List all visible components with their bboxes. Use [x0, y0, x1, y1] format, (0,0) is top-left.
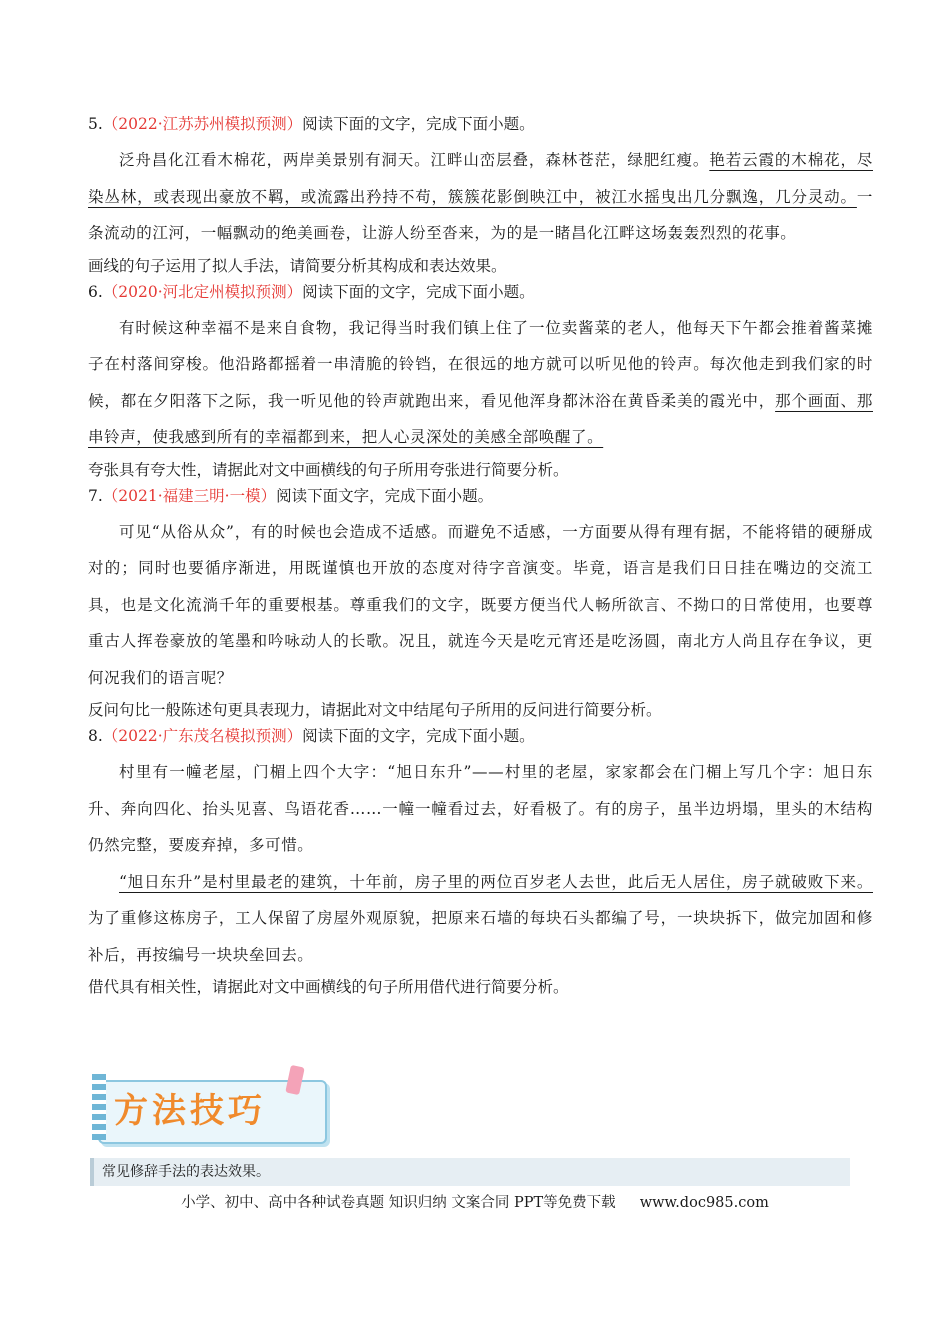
question-8-prompt: 借代具有相关性，请据此对文中画横线的句子所用借代进行简要分析。	[88, 978, 569, 996]
underlined-sentence: 那个画面、那串铃声，使我感到所有的幸福都到来，把人心灵深处的美感全部唤醒了。	[88, 391, 873, 446]
question-number: 7.	[88, 486, 103, 505]
tip-text: 常见修辞手法的表达效果。	[102, 1164, 270, 1180]
banner-title: 方法技巧	[114, 1091, 266, 1131]
question-instruction: 阅读下面文字，完成下面小题。	[276, 486, 494, 505]
question-7-prompt: 反问句比一般陈述句更具表现力，请据此对文中结尾句子所用的反问进行简要分析。	[88, 701, 662, 719]
method-tips-banner	[92, 1066, 332, 1150]
question-6-passage	[88, 310, 873, 456]
question-5-header	[88, 112, 873, 136]
question-6-prompt: 夸张具有夸大性，请据此对文中画横线的句子所用夸张进行简要分析。	[88, 460, 569, 479]
question-7-header	[88, 484, 873, 508]
banner-stripes-decoration	[92, 1074, 106, 1140]
question-source: （2022·江苏苏州模拟预测）	[102, 115, 303, 133]
footer-url: www.doc985.com	[639, 1195, 769, 1211]
passage-text: 泛舟昌化江看木棉花，两岸美景别有洞天。江畔山峦层叠，森林苍茫，绿肥红瘦。	[119, 151, 710, 169]
question-instruction: 阅读下面的文字，完成下面小题。	[302, 727, 535, 745]
passage-text: 有时候这种幸福不是来自食物，我记得当时我们镇上住了一位卖酱菜的老人，他每天下午都会推着酱菜摊子在村落间穿梭。他沿路都摇着一串清脆的铃铛，在很远的地方就可以听见他的铃声。每次他走到我们家的时候，都在夕阳落下之际，我一听见他的铃声就跑出来，看见他浑身都沐浴在黄昏柔美的霞光中，	[88, 318, 873, 410]
question-instruction: 阅读下面的文字，完成下面小题。	[302, 115, 535, 133]
question-8-passage-1: 村里有一幢老屋，门楣上四个大字：“旭日东升”——村里的老屋，家家都会在门楣上写几个字：旭日东升、奔向四化、抬头见喜、鸟语花香……一幢一幢看过去，好看极了。有的房子，虽半边坍塌，里头的木结构仍然完整，要废弃掉，多可惜。	[88, 763, 873, 854]
question-5-passage	[88, 142, 873, 252]
question-5-prompt: 画线的句子运用了拟人手法，请简要分析其构成和表达效果。	[88, 256, 507, 275]
question-8-passage-2	[88, 864, 873, 974]
question-number: 6.	[88, 282, 103, 301]
question-source: （2022·广东茂名模拟预测）	[102, 727, 303, 745]
underlined-sentence: “旭日东升”是村里最老的建筑，十年前，房子里的两位百岁老人去世，此后无人居住，房子就破败下来。	[119, 872, 873, 891]
tip-bar	[90, 1158, 850, 1186]
document-body	[88, 112, 873, 1001]
question-7-passage: 可见“从俗从众”，有的时候也会造成不适感。而避免不适感，一方面要从得有理有据，不能将错的硬掰成对的；同时也要循序渐进，用既谨慎也开放的态度对待字音演变。毕竟，语言是我们日日挂在嘴边的交流工具，也是文化流淌千年的重要根基。尊重我们的文字，既要方便当代人畅所欲言、不拗口的日常使用，也要尊重古人挥卷豪放的笔墨和吟咏动人的长歌。况且，就连今天是吃元宵还是吃汤圆，南北方人尚且存在争议，更何况我们的语言呢？	[88, 522, 873, 687]
question-number: 8.	[88, 727, 103, 745]
passage-text: 一条流动的江河，一幅飘动的绝美画卷，让游人纷至沓来，为的是一睹昌化江畔这场轰轰烈烈的花事。	[88, 187, 873, 242]
question-8-header	[88, 724, 873, 748]
underlined-sentence: 艳若云霞的木棉花，尽染丛林，或表现出豪放不羁，或流露出矜持不苟，簇簇花影倒映江中，被江水摇曳出几分飘逸，几分灵动。	[88, 151, 873, 206]
passage-text: 为了重修这栋房子，工人保留了房屋外观原貌，把原来石墙的每块石头都编了号，一块块拆下，做完加固和修补后，再按编号一块块垒回去。	[88, 909, 873, 964]
question-6-header	[88, 280, 873, 304]
question-source: （2021·福建三明·一模）	[102, 486, 277, 505]
question-number: 5.	[88, 115, 103, 133]
footer-text: 小学、初中、高中各种试卷真题 知识归纳 文案合同 PPT等免费下载	[181, 1195, 616, 1211]
question-source: （2020·河北定州模拟预测）	[102, 282, 303, 301]
page-footer	[0, 1192, 950, 1214]
question-instruction: 阅读下面的文字，完成下面小题。	[302, 282, 535, 301]
